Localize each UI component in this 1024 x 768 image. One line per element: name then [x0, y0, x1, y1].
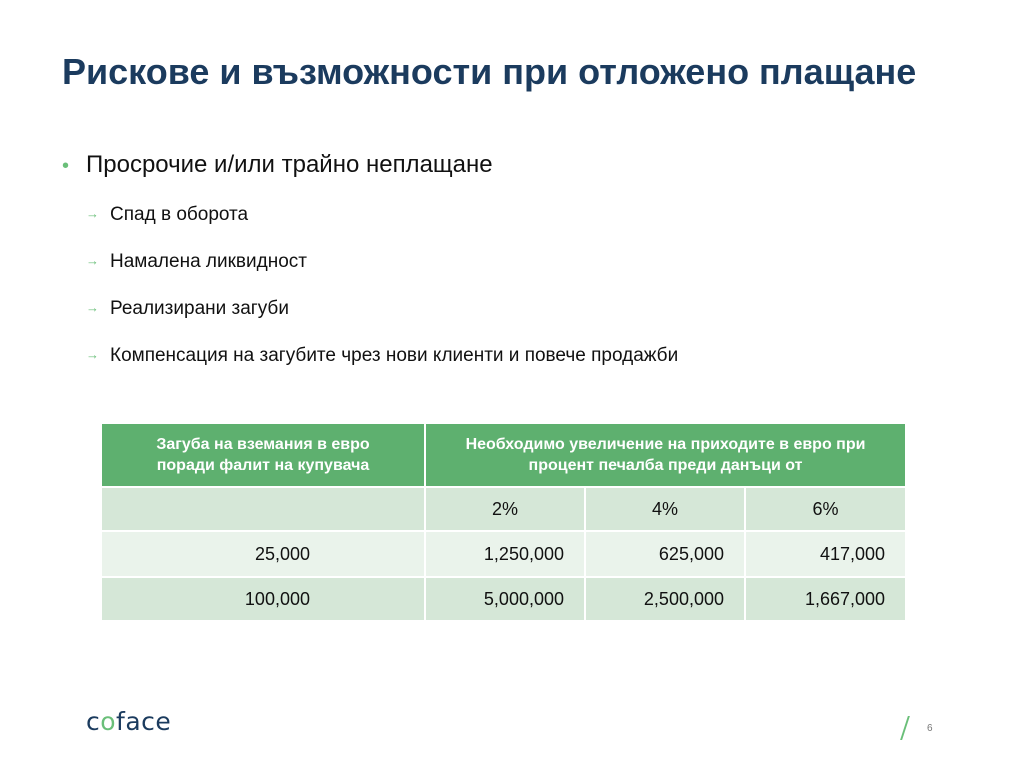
table-cell-value: 2,500,000 — [585, 577, 745, 621]
table-cell-value: 625,000 — [585, 531, 745, 577]
bullet-dot-icon: • — [62, 155, 70, 177]
slash-divider-icon — [900, 716, 910, 740]
page-number: 6 — [927, 723, 933, 734]
table-row — [101, 577, 906, 621]
table-cell-value: 417,000 — [745, 531, 906, 577]
revenue-table — [100, 422, 907, 622]
table-cell-percent: 6% — [745, 487, 906, 531]
table-cell-loss: 25,000 — [101, 531, 425, 577]
table-cell-percent: 2% — [425, 487, 585, 531]
sub-item-text: Компенсация на загубите чрез нови клиенти и повече продажби — [110, 345, 679, 366]
table-cell-loss: 100,000 — [101, 577, 425, 621]
table-header-row — [101, 423, 906, 487]
arrow-right-icon: → — [86, 253, 99, 268]
main-bullet — [62, 150, 493, 181]
sub-item — [86, 343, 678, 368]
table-cell-percent: 4% — [585, 487, 745, 531]
table-cell-empty — [101, 487, 425, 531]
main-bullet-text: Просрочие и/или трайно неплащане — [86, 151, 493, 178]
arrow-right-icon: → — [86, 206, 99, 221]
arrow-right-icon: → — [86, 300, 99, 315]
table-row-percents — [101, 487, 906, 531]
header-required-increase: Необходимо увеличение на приходите в евро при процент печалба преди данъци от — [425, 423, 906, 487]
logo-text-end: face — [116, 707, 172, 736]
table-row — [101, 531, 906, 577]
header-loss: Загуба на вземания в евро поради фалит на купувача — [101, 423, 425, 487]
sub-item-text: Реализирани загуби — [110, 298, 289, 319]
table-cell-value: 1,250,000 — [425, 531, 585, 577]
logo-o-icon: o — [100, 707, 117, 736]
sub-item-text: Спад в оборота — [110, 204, 249, 225]
sub-item — [86, 202, 248, 227]
arrow-right-icon: → — [86, 347, 99, 362]
coface-logo — [86, 707, 171, 736]
sub-item — [86, 249, 307, 274]
sub-item-text: Намалена ликвидност — [110, 251, 307, 272]
table-cell-value: 5,000,000 — [425, 577, 585, 621]
slide-title: Рискове и възможности при отложено плащане — [62, 51, 917, 92]
table-cell-value: 1,667,000 — [745, 577, 906, 621]
logo-text-start: c — [86, 707, 101, 736]
sub-item — [86, 296, 289, 321]
